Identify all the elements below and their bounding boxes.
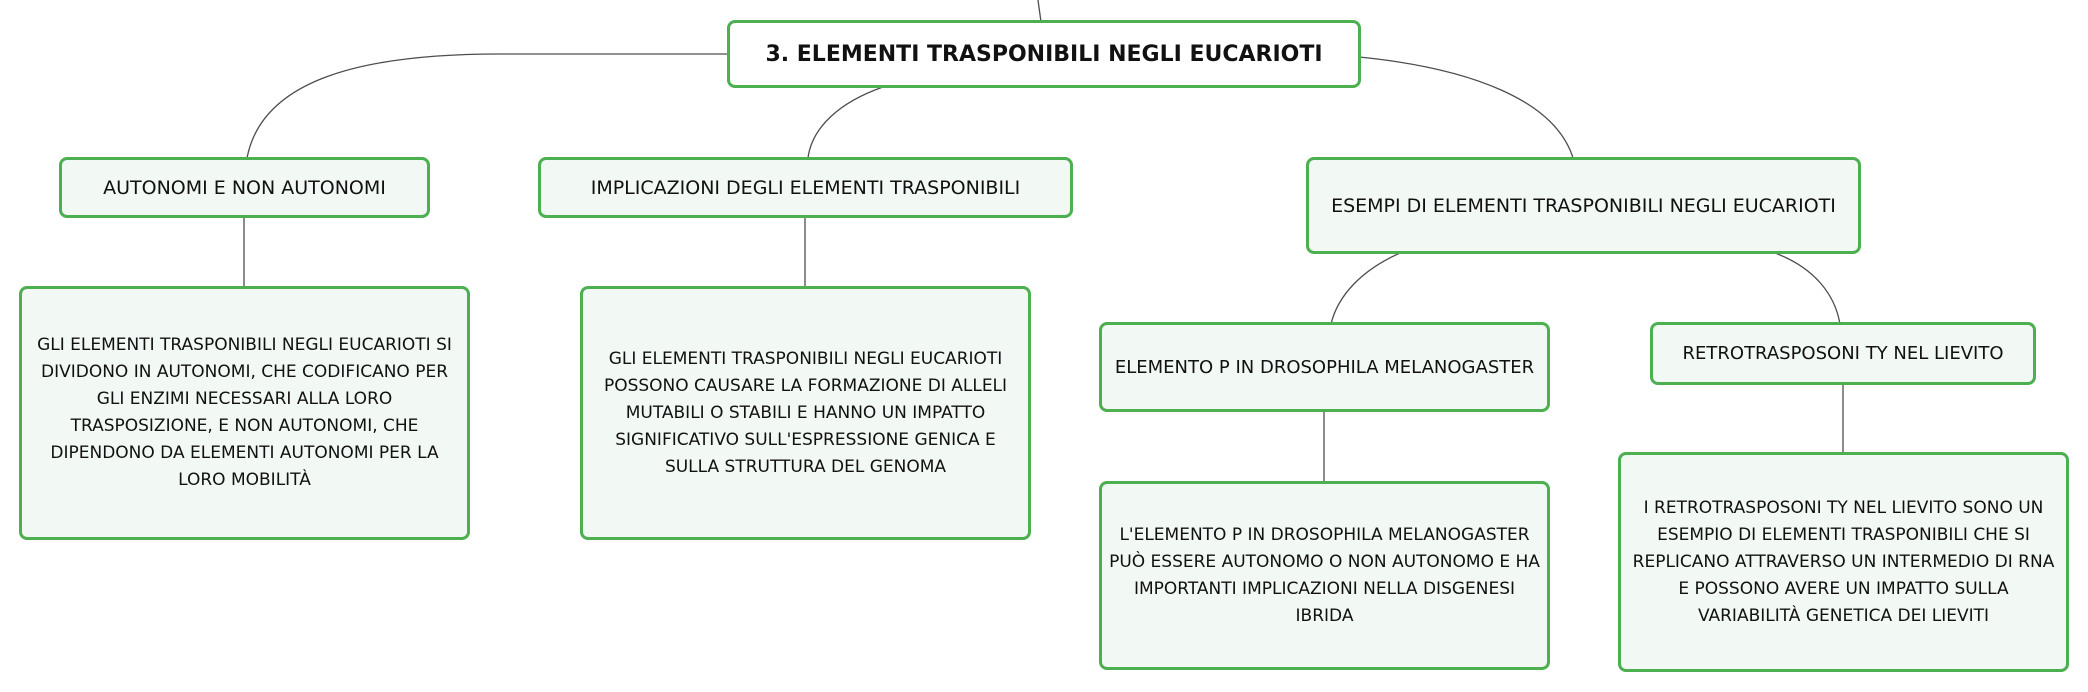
connector-root-autonomi — [247, 54, 729, 158]
autonomi-description-node[interactable] — [19, 286, 470, 540]
implicazioni-description-text: GLI ELEMENTI TRASPONIBILI NEGLI EUCARIOTI POSSONO CAUSARE LA FORMAZIONE DI ALLELI MUTABILI O STABILI E HANNO UN IMPATTO SIGNIFICATIVO SULL'ESPRESSIONE GENICA E SULLA STRUTTURA DEL GENOMA — [603, 348, 1008, 477]
ty-description-text: I RETROTRASPOSONI TY NEL LIEVITO SONO UN ESEMPIO DI ELEMENTI TRASPONIBILI CHE SI REPLICANO ATTRAVERSO UN INTERMEDIO DI RNA E POSSONO AVERE UN IMPATTO SULLA VARIABILITÀ GENETICA DEI LIEVITI — [1632, 497, 2055, 626]
topic-autonomi-node[interactable] — [59, 157, 430, 218]
subtopic-ty-label: RETROTRASPOSONI TY NEL LIEVITO — [1682, 343, 2004, 364]
implicazioni-description-node[interactable] — [580, 286, 1031, 540]
subtopic-elemento-p-label: ELEMENTO P IN DROSOPHILA MELANOGASTER — [1114, 356, 1535, 378]
topic-esempi-node[interactable] — [1306, 157, 1861, 254]
root-topic-label: 3. ELEMENTI TRASPONIBILI NEGLI EUCARIOTI — [765, 41, 1323, 67]
topic-autonomi-label: AUTONOMI E NON AUTONOMI — [103, 176, 386, 199]
topic-implicazioni-node[interactable] — [538, 157, 1073, 218]
topic-esempi-label: ESEMPI DI ELEMENTI TRASPONIBILI NEGLI EUCARIOTI — [1331, 194, 1836, 217]
topic-implicazioni-label: IMPLICAZIONI DEGLI ELEMENTI TRASPONIBILI — [590, 176, 1021, 199]
elemento-p-description-node[interactable] — [1099, 481, 1550, 670]
subtopic-elemento-p-node[interactable] — [1099, 322, 1550, 412]
connector-root-implicazioni — [808, 87, 883, 158]
connector-parent-root — [1038, 0, 1041, 22]
connector-esempi-ty — [1775, 253, 1840, 324]
connector-esempi-elemento-p — [1331, 253, 1400, 324]
connector-root-esempi — [1359, 57, 1573, 158]
autonomi-description-text: GLI ELEMENTI TRASPONIBILI NEGLI EUCARIOTI SI DIVIDONO IN AUTONOMI, CHE CODIFICANO PER GLI ENZIMI NECESSARI ALLA LORO TRASPOSIZIONE, E NON AUTONOMI, CHE DIPENDONO DA ELEMENTI AUTONOMI PER LA LORO MOBILITÀ — [37, 335, 452, 490]
subtopic-ty-node[interactable] — [1650, 322, 2036, 385]
root-topic-node[interactable] — [727, 20, 1361, 88]
elemento-p-description-text: L'ELEMENTO P IN DROSOPHILA MELANOGASTER PUÒ ESSERE AUTONOMO O NON AUTONOMO E HA IMPORTANTI IMPLICAZIONI NELLA DISGENESI IBRIDA — [1109, 524, 1540, 626]
ty-description-node[interactable] — [1618, 452, 2069, 672]
